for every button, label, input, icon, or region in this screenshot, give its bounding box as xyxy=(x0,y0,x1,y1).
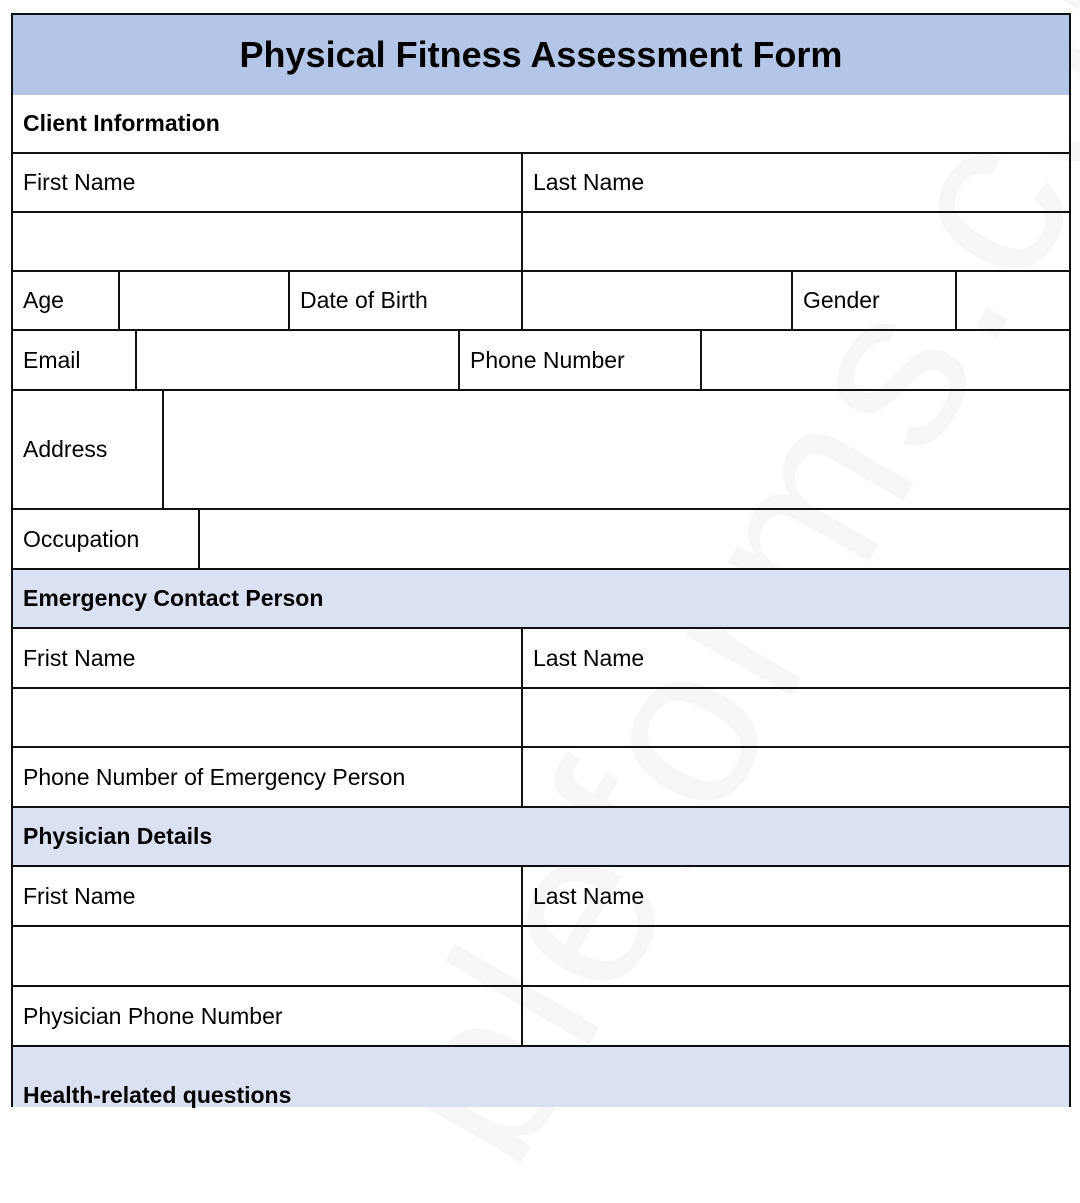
email-field[interactable] xyxy=(137,331,460,389)
form-title: Physical Fitness Assessment Form xyxy=(13,15,1069,95)
title-row xyxy=(13,15,1069,95)
address-row xyxy=(13,391,1069,510)
first-name-label: First Name xyxy=(13,154,523,211)
section-title: Physician Details xyxy=(13,808,1069,865)
emergency-phone-label: Phone Number of Emergency Person xyxy=(13,748,523,806)
emergency-last-name-label: Last Name xyxy=(533,644,645,671)
section-header-client-information xyxy=(13,95,1069,154)
address-label: Address xyxy=(13,391,164,508)
physician-first-name-label: Frist Name xyxy=(13,867,523,925)
gender-field[interactable] xyxy=(957,272,1069,329)
email-label: Email xyxy=(13,331,137,389)
phone-number-field[interactable] xyxy=(702,331,1069,389)
emergency-name-inputs-row xyxy=(13,689,1069,748)
physician-name-inputs-row xyxy=(13,927,1069,987)
occupation-label: Occupation xyxy=(13,510,200,568)
emergency-first-name-label: Frist Name xyxy=(13,629,523,687)
section-title: Health-related questions xyxy=(13,1047,1069,1107)
physician-last-name-label: Last Name xyxy=(533,882,645,909)
address-field[interactable] xyxy=(164,391,1069,508)
client-name-inputs-row xyxy=(13,213,1069,272)
fitness-assessment-form xyxy=(11,13,1071,1107)
occupation-field[interactable] xyxy=(200,510,1069,568)
last-name-field[interactable] xyxy=(523,213,1069,270)
section-header-emergency-contact xyxy=(13,570,1069,629)
emergency-name-labels-row xyxy=(13,629,1069,689)
age-dob-gender-row xyxy=(13,272,1069,331)
occupation-row xyxy=(13,510,1069,570)
dob-label: Date of Birth xyxy=(290,272,523,329)
physician-first-name-field[interactable] xyxy=(13,927,523,985)
first-name-field[interactable] xyxy=(13,213,523,270)
physician-name-labels-row xyxy=(13,867,1069,927)
gender-label: Gender xyxy=(793,272,957,329)
section-header-health-questions xyxy=(13,1047,1069,1107)
client-name-labels-row xyxy=(13,154,1069,213)
last-name-label: Last Name xyxy=(533,169,645,195)
age-label: Age xyxy=(13,272,120,329)
physician-phone-label: Physician Phone Number xyxy=(13,987,523,1045)
physician-phone-row xyxy=(13,987,1069,1047)
section-title: Client Information xyxy=(13,95,1069,152)
emergency-last-name-field[interactable] xyxy=(523,689,1069,746)
email-phone-row xyxy=(13,331,1069,391)
emergency-phone-field[interactable] xyxy=(523,748,1069,806)
section-header-physician-details xyxy=(13,808,1069,867)
section-title: Emergency Contact Person xyxy=(13,570,1069,627)
dob-field[interactable] xyxy=(523,272,793,329)
physician-phone-field[interactable] xyxy=(523,987,1069,1045)
emergency-phone-row xyxy=(13,748,1069,808)
physician-last-name-field[interactable] xyxy=(523,927,1069,985)
emergency-first-name-field[interactable] xyxy=(13,689,523,746)
age-field[interactable] xyxy=(120,272,290,329)
phone-number-label: Phone Number xyxy=(460,331,702,389)
